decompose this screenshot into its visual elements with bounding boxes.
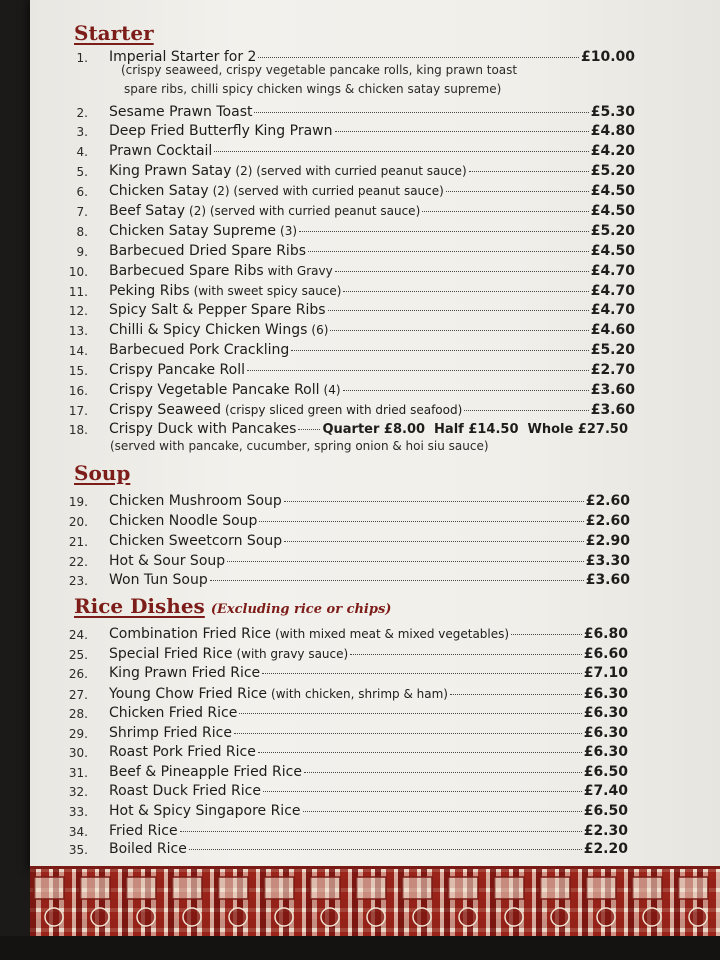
- item-name: Barbecued Spare Ribs: [109, 263, 264, 279]
- item-line: [109, 203, 635, 219]
- menu-item: [0, 342, 720, 362]
- item-price: £2.30: [583, 823, 628, 839]
- dot-leader: [262, 673, 582, 674]
- item-number: 31.: [68, 766, 88, 780]
- menu-item: [0, 764, 720, 784]
- banner-pattern-icon: [30, 869, 720, 939]
- item-name: Beef & Pineapple Fried Rice: [109, 764, 302, 780]
- item-name: Young Chow Fried Rice: [109, 686, 268, 702]
- item-price: £4.70: [590, 302, 635, 318]
- item-number: 25.: [68, 648, 88, 662]
- item-line: [109, 665, 628, 681]
- item-description: (2) (served with curried peanut sauce): [235, 164, 467, 178]
- item-name: Deep Fried Butterfly King Prawn: [109, 123, 333, 139]
- dot-leader: [259, 521, 583, 522]
- item-number: 20.: [68, 515, 88, 529]
- item-number: 33.: [68, 805, 88, 819]
- item-price: £4.50: [590, 203, 635, 219]
- item-price: £6.30: [583, 705, 628, 721]
- item-line: [109, 803, 628, 819]
- item-number: 16.: [68, 384, 88, 398]
- menu-item: [0, 686, 720, 706]
- item-price: £4.50: [590, 183, 635, 199]
- item-line: [109, 223, 635, 239]
- menu-item: [0, 513, 720, 533]
- item-name: Barbecued Pork Crackling: [109, 342, 290, 358]
- item-line: [109, 493, 630, 509]
- menu-item: [0, 665, 720, 685]
- price-quarter: Quarter £8.00: [322, 422, 426, 437]
- dot-leader: [343, 390, 589, 391]
- item-price: £6.80: [583, 626, 628, 642]
- menu-item: [0, 493, 720, 513]
- item-name: Fried Rice: [109, 823, 178, 839]
- item-name: Peking Ribs: [109, 283, 190, 299]
- dot-leader: [258, 57, 579, 58]
- item-number: 35.: [68, 843, 88, 857]
- item-name: Chicken Satay Supreme: [109, 223, 277, 239]
- menu-item: [0, 783, 720, 803]
- item-number: 28.: [68, 707, 88, 721]
- dot-leader: [227, 561, 584, 562]
- item-number: 12.: [68, 304, 88, 318]
- dot-leader: [299, 231, 589, 232]
- menu-item: [0, 243, 720, 263]
- price-half: Half £14.50: [434, 422, 519, 437]
- item-number: 7.: [76, 205, 88, 219]
- menu-item: [0, 302, 720, 322]
- item-number: 14.: [68, 344, 88, 358]
- item-name: Hot & Sour Soup: [109, 553, 226, 569]
- item-price: £7.40: [583, 783, 628, 799]
- menu-item: [0, 402, 720, 422]
- item-price: £6.30: [583, 686, 628, 702]
- item-line: [109, 626, 628, 642]
- item-name: Chicken Sweetcorn Soup: [109, 533, 283, 549]
- item-subdescription: (crispy seaweed, crispy vegetable pancake rolls, king prawn toast: [121, 63, 518, 77]
- item-name: Roast Pork Fried Rice: [109, 744, 256, 760]
- item-line: [109, 572, 630, 588]
- item-name: King Prawn Fried Rice: [109, 665, 261, 681]
- item-name: Shrimp Fried Rice: [109, 725, 232, 741]
- page-edge: [0, 936, 720, 960]
- item-line: [109, 533, 630, 549]
- item-description: (2) (served with curried peanut sauce): [212, 184, 444, 198]
- menu-item: [0, 744, 720, 764]
- dot-leader: [335, 131, 589, 132]
- dot-leader: [258, 752, 582, 753]
- item-price: £2.60: [585, 493, 630, 509]
- item-number: 11.: [68, 285, 88, 299]
- dot-leader: [328, 310, 589, 311]
- item-line: [109, 183, 635, 199]
- dot-leader: [446, 191, 589, 192]
- item-number: 26.: [68, 667, 88, 681]
- item-number: 19.: [68, 495, 88, 509]
- item-number: 8.: [76, 225, 88, 239]
- item-line: [109, 402, 635, 418]
- menu-item: [0, 104, 720, 124]
- item-number: 34.: [68, 825, 88, 839]
- section-title-starter: Starter: [74, 21, 154, 45]
- item-line: [109, 783, 628, 799]
- item-line: [109, 243, 635, 259]
- dot-leader: [180, 831, 582, 832]
- item-description: with Gravy: [267, 264, 333, 278]
- decorative-banner: [30, 866, 720, 939]
- menu-item: [0, 553, 720, 573]
- dot-leader: [511, 634, 582, 635]
- item-number: 21.: [68, 535, 88, 549]
- item-number: 13.: [68, 324, 88, 338]
- item-price: £6.30: [583, 744, 628, 760]
- item-description: (with gravy sauce): [236, 647, 349, 661]
- item-line: [109, 104, 635, 120]
- item-line: [109, 421, 635, 437]
- dot-leader: [308, 251, 589, 252]
- item-price: £2.60: [585, 513, 630, 529]
- item-price: £7.10: [583, 665, 628, 681]
- item-number: 30.: [68, 746, 88, 760]
- item-line: [109, 302, 635, 318]
- item-number: 22.: [68, 555, 88, 569]
- item-name: Combination Fried Rice: [109, 626, 272, 642]
- dot-leader: [247, 370, 589, 371]
- item-price: £5.30: [590, 104, 635, 120]
- item-name: Boiled Rice: [109, 841, 187, 857]
- dot-leader: [330, 330, 588, 331]
- dot-leader: [291, 350, 588, 351]
- item-number: 10.: [68, 265, 88, 279]
- item-price: £4.60: [590, 322, 635, 338]
- item-number: 15.: [68, 364, 88, 378]
- item-description: (with sweet spicy sauce): [193, 284, 342, 298]
- item-line: [109, 841, 628, 857]
- item-line: [109, 725, 628, 741]
- item-line: [109, 342, 635, 358]
- item-name: Crispy Seaweed: [109, 402, 221, 418]
- item-price: £4.70: [590, 283, 635, 299]
- dot-leader: [298, 429, 320, 430]
- item-price: £5.20: [590, 223, 635, 239]
- dot-leader: [422, 211, 588, 212]
- item-name: Spicy Salt & Pepper Spare Ribs: [109, 302, 326, 318]
- item-price: £4.50: [590, 243, 635, 259]
- dot-leader: [214, 151, 588, 152]
- dot-leader: [450, 694, 582, 695]
- item-number: 17.: [68, 404, 88, 418]
- item-name: Chicken Mushroom Soup: [109, 493, 282, 509]
- menu-item: [0, 803, 720, 823]
- item-price: £3.60: [585, 572, 630, 588]
- menu-item: [0, 626, 720, 646]
- item-number: 9.: [76, 245, 88, 259]
- item-name: Barbecued Dried Spare Ribs: [109, 243, 306, 259]
- item-description: (3): [280, 224, 298, 238]
- item-price: £6.30: [583, 725, 628, 741]
- dot-leader: [303, 811, 582, 812]
- item-number: 18.: [68, 423, 88, 437]
- item-subdescription: spare ribs, chilli spicy chicken wings & chicken satay supreme): [124, 82, 502, 96]
- menu-item: [0, 322, 720, 342]
- item-description: (crispy sliced green with dried seafood): [224, 403, 463, 417]
- item-line: [109, 513, 630, 529]
- item-number: 29.: [68, 727, 88, 741]
- item-line: [109, 123, 635, 139]
- dot-leader: [263, 791, 582, 792]
- item-name: Prawn Cocktail: [109, 143, 213, 159]
- item-line: [109, 362, 635, 378]
- menu-item: [0, 203, 720, 223]
- menu-item: [0, 123, 720, 143]
- menu-item: [0, 382, 720, 402]
- item-subdescription: (served with pancake, cucumber, spring onion & hoi siu sauce): [110, 439, 489, 453]
- item-description: (6): [311, 323, 329, 337]
- item-line: [109, 823, 628, 839]
- item-price: £3.30: [585, 553, 630, 569]
- item-name: Chilli & Spicy Chicken Wings: [109, 322, 308, 338]
- item-price: £6.60: [583, 646, 628, 662]
- dot-leader: [239, 713, 581, 714]
- item-name: Crispy Pancake Roll: [109, 362, 245, 378]
- item-name: Crispy Vegetable Pancake Roll: [109, 382, 320, 398]
- item-price: £10.00: [580, 49, 635, 65]
- item-description: (4): [323, 383, 341, 397]
- menu-item: [0, 362, 720, 382]
- item-number: 4.: [76, 145, 88, 159]
- dot-leader: [469, 171, 589, 172]
- menu-item: [0, 572, 720, 592]
- dot-leader: [350, 654, 582, 655]
- item-number: 24.: [68, 628, 88, 642]
- item-line: [109, 764, 628, 780]
- item-name: Special Fried Rice: [109, 646, 233, 662]
- dot-leader: [284, 541, 584, 542]
- item-price: £3.60: [590, 382, 635, 398]
- menu-item: [0, 533, 720, 553]
- dot-leader: [234, 733, 582, 734]
- menu-item: [0, 646, 720, 666]
- item-number: 32.: [68, 785, 88, 799]
- item-description: (2) (served with curried peanut sauce): [189, 204, 421, 218]
- dot-leader: [335, 271, 589, 272]
- price-whole: Whole £27.50: [527, 422, 629, 437]
- item-price: £5.20: [590, 163, 635, 179]
- menu-item: [0, 183, 720, 203]
- item-line: [109, 143, 635, 159]
- item-description: (with mixed meat & mixed vegetables): [275, 627, 510, 641]
- item-line: [109, 322, 635, 338]
- item-name: Imperial Starter for 2: [109, 49, 257, 65]
- item-name: Chicken Fried Rice: [109, 705, 238, 721]
- item-number: 23.: [68, 574, 88, 588]
- item-price: £6.50: [583, 803, 628, 819]
- item-line: [109, 705, 628, 721]
- menu-item: [0, 841, 720, 861]
- item-price: £5.20: [590, 342, 635, 358]
- section-title-rice-text: Rice Dishes: [74, 594, 205, 618]
- menu-item: [0, 143, 720, 163]
- item-price: £4.20: [590, 143, 635, 159]
- dot-leader: [189, 849, 582, 850]
- item-price: £2.90: [585, 533, 630, 549]
- item-number: 2.: [76, 106, 88, 120]
- menu-item: [0, 283, 720, 303]
- section-title-soup: Soup: [74, 461, 131, 485]
- item-number: 3.: [76, 125, 88, 139]
- menu-item: [0, 823, 720, 843]
- item-line: [109, 163, 635, 179]
- dot-leader: [210, 580, 584, 581]
- item-line: [109, 686, 628, 702]
- dot-leader: [254, 112, 588, 113]
- item-name: King Prawn Satay: [109, 163, 232, 179]
- item-number: 27.: [68, 688, 88, 702]
- item-price: £3.60: [590, 402, 635, 418]
- item-price: £4.70: [590, 263, 635, 279]
- item-description: (with chicken, shrimp & ham): [271, 687, 448, 701]
- item-price: £6.50: [583, 764, 628, 780]
- item-name: Won Tun Soup: [109, 572, 208, 588]
- menu-item: [0, 163, 720, 183]
- menu-item: [0, 263, 720, 283]
- item-name: Sesame Prawn Toast: [109, 104, 253, 120]
- item-price: £4.80: [590, 123, 635, 139]
- item-number: 6.: [76, 185, 88, 199]
- dot-leader: [464, 410, 588, 411]
- item-line: [109, 744, 628, 760]
- section-subtitle-rice: (Excluding rice or chips): [210, 602, 392, 617]
- item-line: [109, 283, 635, 299]
- item-name: Roast Duck Fried Rice: [109, 783, 261, 799]
- item-name: Chicken Noodle Soup: [109, 513, 258, 529]
- dot-leader: [343, 291, 588, 292]
- item-line: [109, 263, 635, 279]
- dot-leader: [284, 501, 584, 502]
- dot-leader: [304, 772, 582, 773]
- item-price: £2.70: [590, 362, 635, 378]
- item-name: Chicken Satay: [109, 183, 209, 199]
- menu-item: [0, 705, 720, 725]
- item-line: [109, 646, 628, 662]
- item-name: Beef Satay: [109, 203, 186, 219]
- item-name: Crispy Duck with Pancakes: [109, 421, 297, 437]
- item-line: [109, 553, 630, 569]
- item-number: 5.: [76, 165, 88, 179]
- item-price: £2.20: [583, 841, 628, 857]
- menu-item: [0, 223, 720, 243]
- section-title-rice: [74, 594, 391, 622]
- item-line: [109, 382, 635, 398]
- item-number: 1.: [76, 51, 88, 65]
- menu-item: [0, 725, 720, 745]
- item-name: Hot & Spicy Singapore Rice: [109, 803, 301, 819]
